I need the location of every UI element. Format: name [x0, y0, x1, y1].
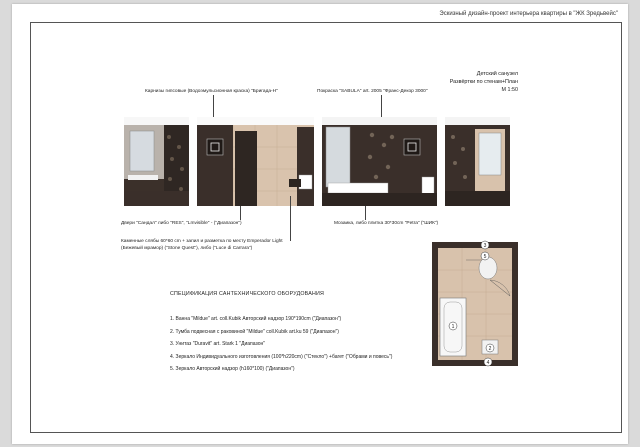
scale-label: М 1:50	[501, 87, 518, 93]
floor-plan	[430, 240, 520, 368]
spec-item: 1. Ванна "Mildue" art. coll.Kubik Авторский надзор 190*190cm ("Диапазон")	[170, 316, 342, 322]
plan-marker-1: 1	[451, 323, 455, 330]
elevation-wall-4	[445, 117, 510, 206]
label-mosaic: Мозаика, либо плитка 30*30cm "Petra" ("ШИК")	[334, 221, 439, 226]
project-title: Эскизный дизайн-проект интерьера квартиры в "ЖК Зредьвейс"	[439, 11, 618, 17]
label-doors: Двери "Сандал" либо "RES", "Lmvisible" - ("Диапазон")	[121, 221, 242, 226]
spec-item: 4. Зеркало Индивидуального изготовления (100*h220cm) ("Стекло") +багет ("Обрами и повесь")	[170, 353, 393, 360]
plan-marker-3: 3	[483, 242, 487, 249]
leader-line	[381, 95, 382, 117]
label-slabs-line1: Каменные слябы 60*60 cm + запил и разметка по месту Emperador Light	[121, 239, 283, 244]
title-block	[450, 70, 518, 94]
elevation-wall-3	[322, 117, 437, 206]
label-slabs-line2: (Бежевый мрамор) ("Stone Quest"), либо ("Luce di Carrara")	[121, 246, 253, 251]
plan-marker-2: 2	[488, 345, 492, 352]
label-cornices: Карнизы гипсовые (Водоэмульсионная краска) "Бригада-Н"	[145, 89, 278, 94]
elevation-wall-1	[124, 117, 189, 206]
leader-line	[213, 95, 214, 117]
spec-item: 5. Зеркало Авторский надзор (h160*100) ("Диапазон")	[170, 366, 295, 373]
room-name: Детский санузел	[476, 71, 518, 77]
leader-line	[365, 206, 366, 220]
plan-marker-5: 5	[483, 253, 487, 260]
equipment-specification	[170, 291, 392, 379]
leader-line	[240, 206, 241, 220]
label-paint: Покраска "SABULA" art. 2005 "Франс-Декор 3000"	[317, 89, 428, 94]
drawing-name: Развёртки по стенам+План	[449, 79, 518, 85]
elevation-wall-2	[197, 117, 314, 206]
spec-title: СПЕЦИФИКАЦИЯ САНТЕХНИЧЕСКОГО ОБОРУДОВАНИЯ	[170, 291, 325, 297]
spec-item: 2. Тумба подвесная с раковиной "Mildue" coll.Kubik art.ku 59 ("Диапазон")	[170, 328, 339, 335]
leader-line	[290, 196, 291, 241]
spec-item: 3. Унитаз "Duravit" art. Stark 1 "Диапазон"	[170, 341, 266, 348]
plan-marker-4: 4	[486, 359, 490, 366]
